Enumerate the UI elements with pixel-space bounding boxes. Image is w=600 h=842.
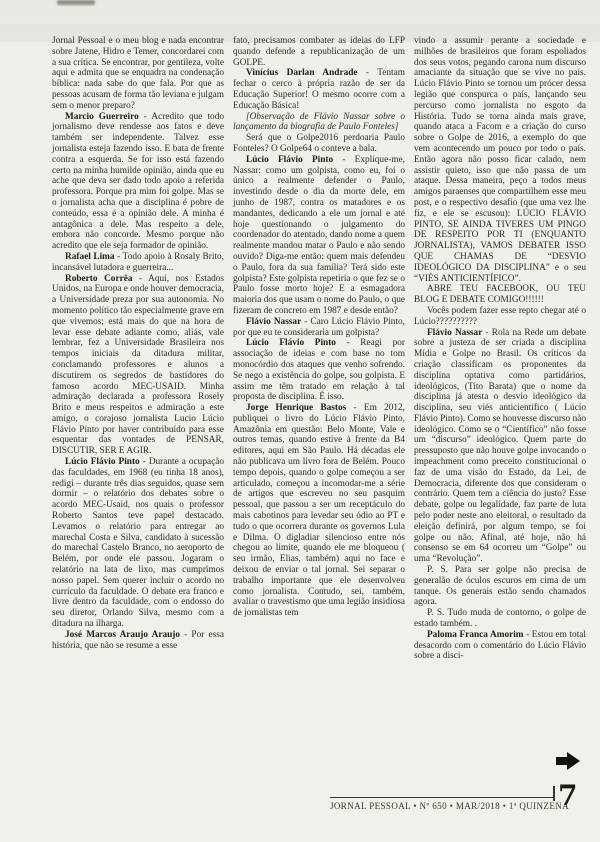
comment-paragraph: Lúcio Flávio Pinto - Explique-me, Nassar: como um golpista, como eu, foi o único a realmente defender o Paulo, investindo desde o dia da morte dele, em junho de 1987, contra os matadores e os mandantes, dedicando a ele um jornal e até hoje questionando o julgamento do coordenador do atentado, dando nome a quem realmente mandou matar o Paulo e não sendo ouvido? Diga-me então: quem mais defendeu o Paulo, fora da sua família? Terá sido este golpista? Este golpista repetiria o que fez se o Paulo fosse morto hoje? E a esmagadora maioria dos que usam o nome do Paulo, o que fizeram de concreto em 1987 e desde então? (233, 154, 405, 316)
comment-paragraph: Marcio Guerreiro - Acredito que todo jornalismo deve rendesse aos fatos e deve também ser independente. Talvez esse jornalista esteja fazendo isso. E bata de frente contra a esquerda. Se for isso está fazendo certo na minha humilde opinião, ainda que eu ache que deva ser dado todo apoio a referida professora. Porque pra mim foi golpe. Mas se o jornalista acha que a disciplina é pobre de conteúdo, essa é a opinião dele. A minha é antagônica a dele. Mas respeito a dele, embora não concorde. Mesmo porque não acredito que ele seja formador de opinião. (52, 111, 225, 252)
paragraph: [Observação de Flávio Nassar sobre o lançamento da biografia de Paulo Fonteles] (233, 111, 405, 133)
arrow-head (567, 752, 580, 770)
paragraph: P. S. Para ser golpe não precisa de generalão de óculos escuros em cima de um tanque. Os generais estão sendo chamados agora. (414, 565, 586, 608)
speaker-name: Flávio Nassar (427, 327, 483, 338)
paragraph: P. S. Tudo muda de contorno, o golpe de estado também. . (414, 608, 586, 630)
comment-paragraph: Roberto Corrêa - Aqui, nos Estados Unidos, na Europa e onde houver democracia, a Universidade preza por sua autonomia. No momento político tão especialmente grave em que vivemos; está mais do que na hora de levar esse debate adiante como, aliás, vale lembrar, fez a Universidade Brasileira nos tempos iniciais da ditadura militar, conclamando professores e alunos a discutirem os segredos de bastidores do famoso acordo MEC-USAID. Minha admiração declarada a professora Rosely Brito e meus respeitos e admiração a este amigo, o corajoso jornalista Lucio Lúcio Flávio Pinto por haver contribuído para esse esquentar das vontades de PENSAR, DISCUTIR, SER E AGIR. (52, 273, 224, 457)
speaker-name: Lúcio Flávio Pinto (246, 154, 334, 165)
article-text-area (52, 36, 586, 662)
speaker-name: Lúcio Flávio Pinto (246, 338, 336, 349)
page-footer (330, 779, 592, 812)
speaker-name: Lúcio Flávio Pinto (65, 457, 140, 468)
comment-paragraph: Lúcio Flávio Pinto - Reagi por associação de ideias e com base no tom monocórdio dos ataques que venho sofrendo. Se nego a existência do golpe, sou golpista. E assim me têm tratado em relação à tal proposta de disciplina. É isso. (233, 338, 405, 403)
page-number: 7 (558, 779, 578, 812)
comment-paragraph: Lúcio Flávio Pinto - Durante a ocupação das faculdades, em 1968 (eu tinha 18 anos), redigi – durante três dias seguidos, quase sem dormir – o relatório dos debates sobre o acordo MEC-Usaid, nos quais o professor Roberto Santos teve papel destacado. Levamos o relatório para entregar ao marechal Costa e Silva, candidato à sucessão do marechal Castelo Branco, no aeroporto de Belém, por onde ele passou. Jogaram o relatório na lata de lixo, mas cumprimos nosso papel. Sem querer incluir o acordo no currículo da faculdade. O debate era franco e livre dentro da faculdade, com o endosso do seu diretor, Orlando Silva, mesmo com a ditadura na ilharga. (52, 457, 224, 630)
scan-artifact-smudge (57, 0, 95, 5)
text-column-2 (233, 36, 405, 662)
paragraph: fato, precisamos combater as ideias do LFP quando defende a republicanização de um GOLPE. (233, 36, 405, 68)
paragraph: vindo a assumir perante a sociedade e milhões de brasileiros que foram espoliados dos seus votos, pegando carona num discurso amaciante da situação que se vive no país. Lúcio Flávio Pinto se tornou um prócer dessa legião que conspurca o país, lançando seu percurso como jornalista no esgoto da História. Tudo se torna ainda mais grave, quando ataca a Facom e a criação do curso sobre o Golpe de 2016, a exemplo do que vem acontecendo um pouco por todo o país. Então agora não posso ficar calado, nem assistir quieto, isso que não passa de um ataque. Dessa maneira, peço a todos meus amigos paraenses que compartilhem esse meu post, e o respectivo desafio (que uma vez lhe fiz, e ele se escusou): LÚCIO FLÁVIO PINTO, SE AINDA TIVERES UM PINGO DE RESPEITO POR TI (ENQUANTO JORNALISTA), VAMOS DEBATER ISSO QUE CHAMAS DE “DESVIO IDEOLÓGICO DA DISCIPLINA” e o seu “VIÉS ANTICIENTÍFICO”. (414, 36, 586, 284)
speaker-name: Flávio Nassar (246, 316, 302, 327)
speaker-name: Rafael Lima (65, 251, 115, 262)
comment-paragraph: Jorge Henrique Bastos - Em 2012, publiquei o livro do Lúcio Flávio Pinto, Amazônia em questão: Belo Monte, Vale e outros temas, quando estive à frente da B4 editores, aqui em São Paulo. Há décadas ele não publicava um livro fora de Belém. Pouco tempo depois, quando o golpe começou a ser articulado, começou a incomodar-me a série de artigos que escreveu no seu pasquim pessoal, que passou a ser um receptáculo do mais cabotinos para levedar seu ódio ao PT e tudo o que ocorrera durante os governos Lula e Dilma. O digladiar silencioso entre nós chegou ao limite, quando ele me bloqueou ( seu irmão, Elias, também) aqui no face e deixou de enviar o tal jornal. Sei separar o trabalho importante que ele desenvolveu como jornalista. Contudo, sei, também, avaliar o travestismo que uma legião insidiosa de jornalistas tem (233, 403, 405, 619)
comment-paragraph: Paloma Franca Amorim - Estou em total desacordo com o comentário do Lúcio Flávio sobre a disci- (414, 629, 586, 662)
text-column-3 (414, 36, 586, 662)
paragraph: Jornal Pessoal e o meu blog e nada encontrar sobre Jatene, Hidro e Temer, concordarei com a sua crítica. Se encontrar, por gentileza, volte aqui e admita que se enquadra na condenação bíblica: nada sabe do que fala. Por que as pessoas acusam de forma tão leviana e julgam sem o menor preparo? (52, 36, 224, 111)
speaker-name: Roberto Corrêa (65, 273, 133, 284)
speaker-name: Vinícius Darlan Andrade (246, 68, 358, 79)
speaker-name: Paloma Franca Amorim (427, 629, 524, 640)
text-column-1 (52, 36, 224, 662)
comment-paragraph: José Marcos Araujo Araujo - Por essa história, que não se resume a esse (52, 629, 224, 651)
comment-paragraph: Flávio Nassar - Rola na Rede um debate sobre a justeza de ser criada a disciplina Mídia e Golpe no Brasil. Os críticos da criação classificam os proponentes da disciplina optativa como partidários, ideológicos, (Tito Barata) que o nome da disciplina já atesta o desvio ideológico da disciplina, seu viés anticientífico ( Lúcio Flávio Pinto). Como se houvesse discurso não ideológico. Como se o “Científico” não fosse um “discurso” ideológico. Quem parte do pressuposto que não houve golpe invocando o impeachment como preceito constitucional o faz de uma visão do Estado, da Lei, de Democracia, diferente dos que consideram o contrário. Quem tem a ciência do justo? Esse debate, golpe ou legalidade, faz parte de luta pelo poder neste ano eleitoral, o resultado da eleição definirá, por algum tempo, se foi golpe ou não. Afinal, até hoje, não há consenso se em 64 ocorreu um “Golpe” ou uma “Revolução”. (414, 327, 586, 565)
arrow-tail (556, 757, 567, 765)
paragraph: Vocês podem fazer esse repto chegar até o Lúcio?????????? (414, 305, 586, 327)
paragraph: ABRE TEU FACEBOOK, OU TEU BLOG E DEBATE COMIGO!!!!!! (414, 284, 586, 306)
speaker-name: Marcio Guerreiro (65, 111, 139, 122)
comment-paragraph: Flávio Nassar - Caro Lúcio Flávio Pinto, por que eu te consideraria um golpista? (233, 316, 405, 338)
comment-paragraph: Vinícius Darlan Andrade - Tentam fechar o cerco à própria razão de ser da Educação Superior! O mesmo ocorre com a Educação Básica! (233, 68, 405, 111)
speaker-name: José Marcos Araujo Araujo (65, 629, 181, 640)
comment-paragraph: Rafael Lima - Todo apoio à Rosaly Brito, incansável lutadora e guerreira... (52, 251, 224, 273)
footer-journal-info: JORNAL PESSOAL • Nº 650 • MAR/2018 • 1ª QUINZENA (330, 797, 553, 811)
continued-next-page-arrow-icon (556, 752, 580, 770)
paragraph: Será que o Golpe2016 perdoaria Paulo Fonteles? O Golpe64 o conteve a bala. (233, 133, 405, 154)
footer-divider (553, 786, 555, 801)
speaker-name: Jorge Henrique Bastos (246, 403, 347, 414)
